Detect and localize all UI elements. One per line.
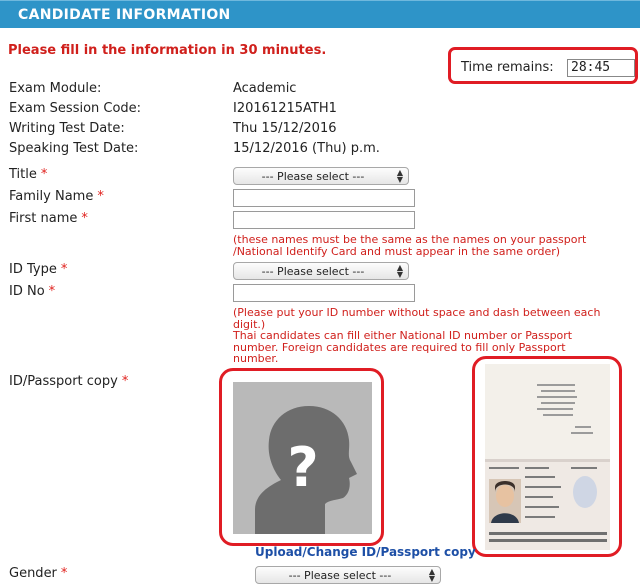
passport-scan-image <box>485 364 610 550</box>
id-note-line-5: number. <box>233 352 279 365</box>
select-arrows-icon: ▲ ▼ <box>396 263 403 279</box>
id-no-label-text: ID No <box>9 284 45 299</box>
id-type-label <box>9 262 67 277</box>
name-note-line-2: /National Identify Card and must appear in the same order) <box>233 245 561 258</box>
speaking-test-date-value: 15/12/2016 (Thu) p.m. <box>233 141 380 156</box>
section-title: CANDIDATE INFORMATION <box>18 7 231 23</box>
title-select-value: --- Please select --- <box>261 170 365 183</box>
first-name-input[interactable] <box>233 211 415 229</box>
required-marker: * <box>60 566 68 581</box>
passport-photo-highlight <box>219 368 384 546</box>
svg-text:?: ? <box>287 436 319 499</box>
first-name-label-text: First name <box>9 211 78 226</box>
exam-session-code-label: Exam Session Code: <box>9 101 142 116</box>
writing-test-date-label: Writing Test Date: <box>9 121 125 136</box>
id-no-label <box>9 284 55 299</box>
time-remaining-label: Time remains: <box>461 60 554 75</box>
required-marker: * <box>48 284 56 299</box>
first-name-label <box>9 211 88 226</box>
required-marker: * <box>97 189 104 204</box>
family-name-label-text: Family Name <box>9 189 94 204</box>
id-note-line-4: number. Foreign candidates are required to fill only Passport <box>233 341 566 354</box>
id-note-line-2: digit.) <box>233 318 266 331</box>
required-marker: * <box>60 262 68 277</box>
id-note-line-1: (Please put your ID number without space and dash between each <box>233 306 601 319</box>
time-limit-instruction: Please fill in the information in 30 minutes. <box>8 43 327 58</box>
gender-select-value: --- Please select --- <box>288 569 392 582</box>
exam-module-label: Exam Module: <box>9 81 102 96</box>
section-header <box>0 0 640 28</box>
exam-session-code-value: I20161215ATH1 <box>233 101 337 116</box>
upload-passport-link[interactable]: Upload/Change ID/Passport copy <box>255 545 476 559</box>
id-type-select-value: --- Please select --- <box>261 265 365 278</box>
title-select[interactable] <box>233 167 409 185</box>
id-type-select[interactable] <box>233 262 409 280</box>
name-note-line-1: (these names must be the same as the names on your passport <box>233 233 587 246</box>
select-arrows-icon: ▲ ▼ <box>428 567 435 583</box>
gender-label <box>9 566 67 581</box>
title-label-text: Title <box>9 167 37 182</box>
passport-copy-label-text: ID/Passport copy <box>9 374 118 389</box>
speaking-test-date-label: Speaking Test Date: <box>9 141 139 156</box>
exam-module-value: Academic <box>233 81 297 96</box>
required-marker: * <box>81 211 88 226</box>
family-name-label <box>9 189 104 204</box>
uploaded-passport-preview <box>472 356 622 557</box>
title-label <box>9 167 47 182</box>
id-type-label-text: ID Type <box>9 262 57 277</box>
passport-copy-label <box>9 374 128 389</box>
gender-label-text: Gender <box>9 566 57 581</box>
time-remaining-field: 28:45 <box>567 59 635 77</box>
id-no-input[interactable] <box>233 284 415 302</box>
select-arrows-icon: ▲ ▼ <box>396 168 403 184</box>
family-name-input[interactable] <box>233 189 415 207</box>
required-marker: * <box>40 167 48 182</box>
gender-select[interactable] <box>255 566 441 584</box>
id-note-line-3: Thai candidates can fill either National ID number or Passport <box>233 329 573 342</box>
required-marker: * <box>121 374 129 389</box>
time-remaining-highlight <box>448 47 638 84</box>
writing-test-date-value: Thu 15/12/2016 <box>233 121 337 136</box>
